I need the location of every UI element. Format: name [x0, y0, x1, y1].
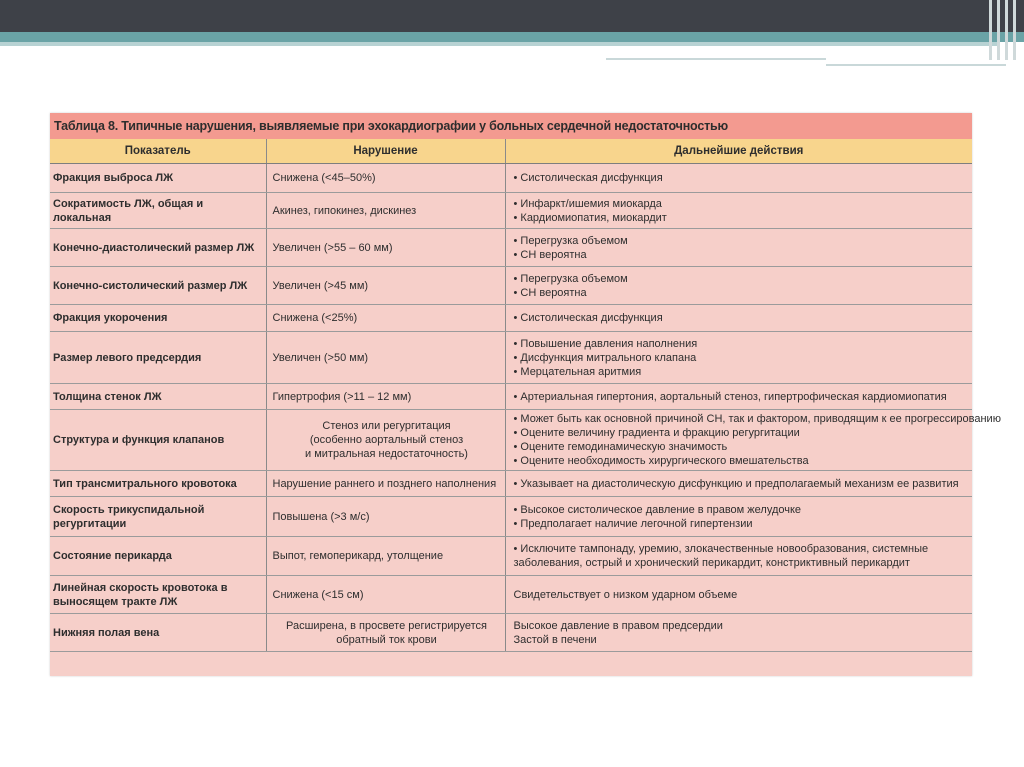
- action-line: • Оцените гемодинамическую значимость: [513, 441, 728, 453]
- cell-disorder: [266, 384, 505, 410]
- cell-disorder: [266, 229, 505, 267]
- cell-disorder: [266, 332, 505, 384]
- action-line: • Мерцательная аритмия: [513, 365, 642, 378]
- disorder-line: Снижена (<25%): [272, 312, 358, 324]
- cell-indicator: Тип трансмитрального кровотока: [50, 471, 266, 497]
- cell-disorder: [266, 614, 505, 652]
- cell-actions: [505, 384, 972, 410]
- table-row: [50, 267, 972, 305]
- table-row: [50, 410, 972, 471]
- table-header-row: [50, 139, 972, 164]
- table-body: [50, 164, 1001, 652]
- table-row: [50, 193, 972, 229]
- cell-actions: [505, 193, 972, 229]
- disorder-line: Снижена (<15 см): [272, 588, 364, 601]
- cell-indicator: Сократимость ЛЖ, общая и локальная: [50, 193, 266, 229]
- table-row: [50, 471, 972, 497]
- cell-disorder: [266, 193, 505, 229]
- disorder-line: Акинез, гипокинез, дискинез: [272, 204, 417, 217]
- disorder-line: и митральная недостаточность): [305, 448, 468, 460]
- cell-indicator: Конечно-диастолический размер ЛЖ: [50, 229, 266, 267]
- cell-disorder: [266, 537, 505, 576]
- disorder-line: Увеличен (>55 – 60 мм): [272, 241, 393, 254]
- cell-indicator: Фракция укорочения: [50, 305, 266, 332]
- slide-accent-line: [0, 32, 1024, 42]
- table-row: [50, 384, 972, 410]
- cell-disorder: [266, 267, 505, 305]
- cell-disorder: [266, 305, 505, 332]
- action-line: • Исключите тампонаду, уремию, злокачественные новообразования, системные: [513, 543, 929, 555]
- cell-actions: [505, 614, 972, 652]
- data-table: [50, 139, 1001, 652]
- cell-actions: [505, 305, 972, 332]
- action-line: • Систолическая дисфункция: [513, 172, 663, 184]
- disorder-line: Расширена, в просвете регистрируется: [286, 619, 487, 632]
- header-actions: Дальнейшие действия: [505, 139, 972, 164]
- cell-indicator: Нижняя полая вена: [50, 614, 266, 652]
- cell-disorder: [266, 471, 505, 497]
- action-line: Свидетельствует о низком ударном объеме: [513, 588, 738, 601]
- disorder-line: Увеличен (>45 мм): [272, 279, 369, 292]
- slide-decorative-lines: [606, 56, 1006, 68]
- header-disorder: Нарушение: [266, 139, 505, 164]
- table-row: [50, 332, 972, 384]
- header-indicator: Показатель: [50, 139, 266, 164]
- cell-actions: [505, 471, 972, 497]
- action-line: • Повышение давления наполнения: [513, 337, 698, 350]
- action-line: • Дисфункция митрального клапана: [513, 351, 697, 364]
- table-row: [50, 614, 972, 652]
- cell-indicator: Размер левого предсердия: [50, 332, 266, 384]
- cell-indicator: Линейная скорость кровотока в выносящем тракте ЛЖ: [50, 576, 266, 614]
- disorder-line: (особенно аортальный стеноз: [309, 434, 464, 446]
- action-line: • Инфаркт/ишемия миокарда: [513, 197, 662, 210]
- table-row: [50, 497, 972, 537]
- table-row: [50, 576, 972, 614]
- action-line: • Предполагает наличие легочной гипертензии: [513, 517, 753, 530]
- disorder-line: Снижена (<45–50%): [272, 172, 376, 184]
- disorder-line: Выпот, гемоперикард, утолщение: [272, 550, 444, 562]
- action-line: • Артериальная гипертония, аортальный стеноз, гипертрофическая кардиомиопатия: [513, 390, 947, 403]
- table-row: [50, 537, 972, 576]
- cell-indicator: Толщина стенок ЛЖ: [50, 384, 266, 410]
- action-line: • Кардиомиопатия, миокардит: [513, 211, 667, 224]
- cell-actions: [505, 410, 1001, 471]
- table-row: [50, 229, 972, 267]
- action-line: • Перегрузка объемом: [513, 234, 628, 247]
- action-line: • Систолическая дисфункция: [513, 312, 663, 324]
- cell-indicator: Структура и функция клапанов: [50, 410, 266, 471]
- cell-disorder: [266, 410, 505, 471]
- disorder-line: Нарушение раннего и позднего наполнения: [272, 477, 497, 490]
- action-line: • Может быть как основной причиной СН, так и фактором, приводящим к ее прогрессированию: [513, 413, 1001, 425]
- cell-indicator: Скорость трикуспидальной регургитации: [50, 497, 266, 537]
- action-line: • СН вероятна: [513, 286, 587, 299]
- cell-actions: [505, 576, 972, 614]
- disorder-line: Стеноз или регургитация: [322, 420, 451, 432]
- cell-actions: [505, 537, 972, 576]
- action-line: • Оцените величину градиента и фракцию регургитации: [513, 427, 800, 439]
- cell-actions: [505, 164, 972, 193]
- slide-accent-line-thin: [0, 42, 1000, 46]
- cell-actions: [505, 332, 972, 384]
- action-line: • Высокое систолическое давление в правом желудочке: [513, 503, 802, 516]
- slide-top-bar: [0, 0, 1024, 32]
- cell-actions: [505, 267, 972, 305]
- table-row: [50, 164, 972, 193]
- slide-corner-decoration: [985, 0, 1024, 60]
- action-line: • Перегрузка объемом: [513, 272, 628, 285]
- cell-disorder: [266, 576, 505, 614]
- cell-indicator: Конечно-систолический размер ЛЖ: [50, 267, 266, 305]
- cell-actions: [505, 497, 972, 537]
- table-row: [50, 305, 972, 332]
- action-line: • СН вероятна: [513, 248, 587, 261]
- disorder-line: обратный ток крови: [336, 633, 437, 646]
- action-line: заболевания, острый и хронический перикардит, констриктивный перикардит: [513, 557, 910, 569]
- table-caption: Таблица 8. Типичные нарушения, выявляемые при эхокардиографии у больных сердечной недостаточностью: [50, 113, 972, 139]
- cell-disorder: [266, 164, 505, 193]
- cell-indicator: Состояние перикарда: [50, 537, 266, 576]
- cell-actions: [505, 229, 972, 267]
- disorder-line: Гипертрофия (>11 – 12 мм): [272, 390, 412, 403]
- disorder-line: Повышена (>3 м/с): [272, 510, 370, 523]
- action-line: • Оцените необходимость хирургического вмешательства: [513, 455, 809, 467]
- action-line: • Указывает на диастолическую дисфункцию и предполагаемый механизм ее развития: [513, 477, 959, 490]
- action-line: Высокое давление в правом предсердии: [513, 619, 723, 632]
- cell-indicator: Фракция выброса ЛЖ: [50, 164, 266, 193]
- cell-disorder: [266, 497, 505, 537]
- action-line: Застой в печени: [513, 633, 597, 646]
- echocardiography-table: [50, 113, 1001, 676]
- disorder-line: Увеличен (>50 мм): [272, 351, 369, 364]
